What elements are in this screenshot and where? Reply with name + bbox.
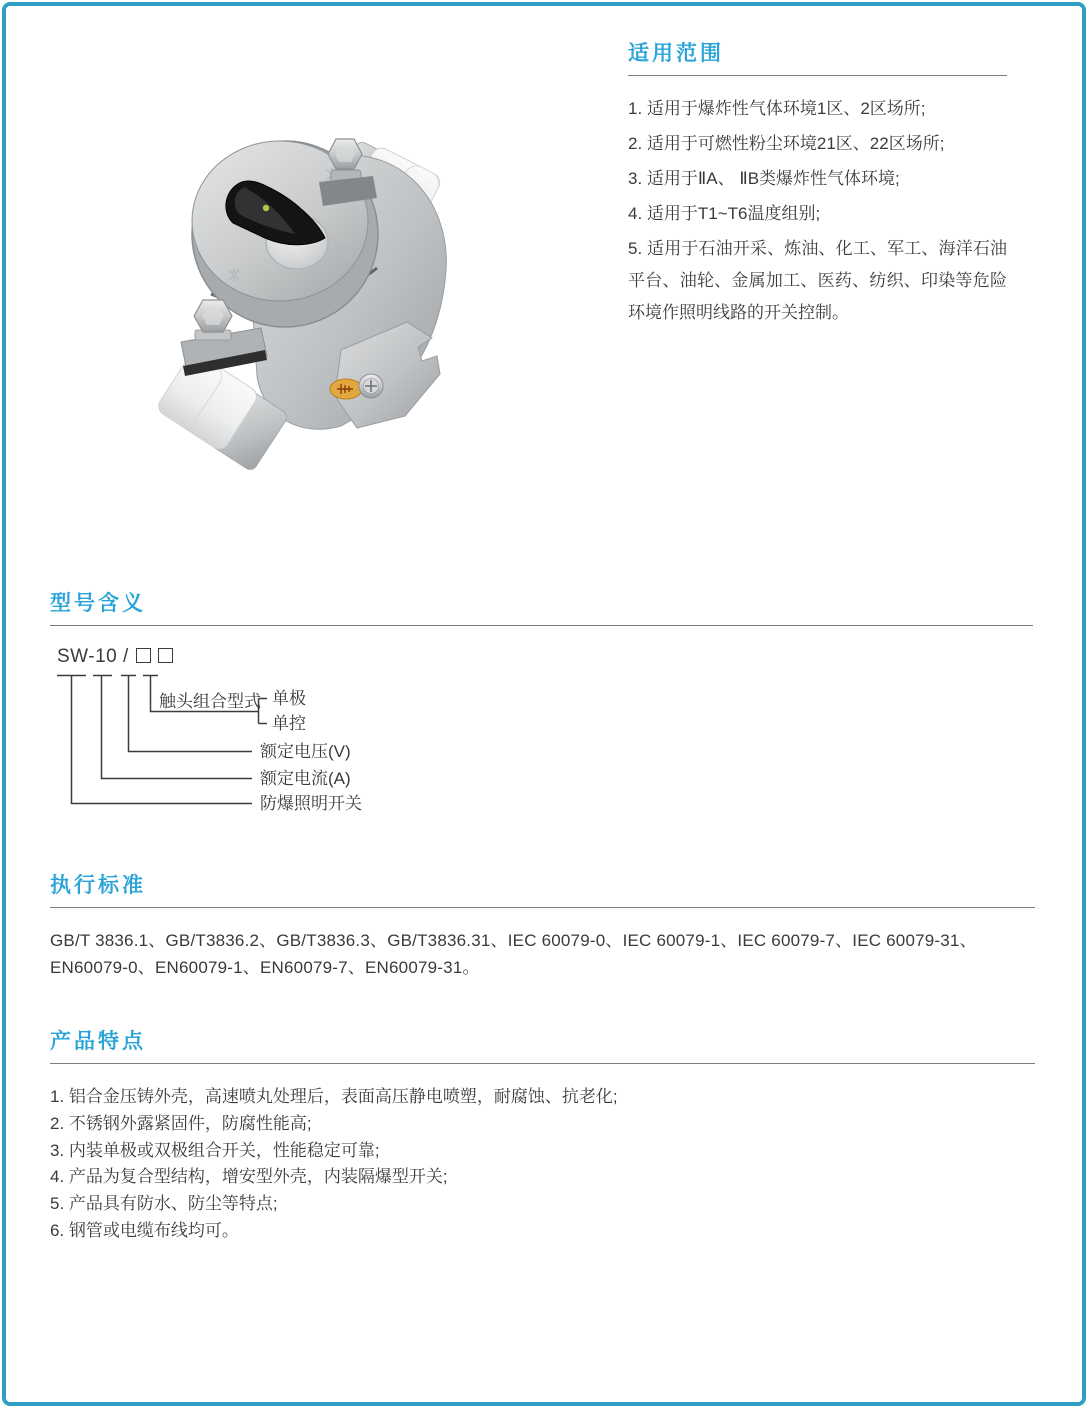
scope-list (628, 93, 1007, 329)
standards-line: GB/T 3836.1、GB/T3836.2、GB/T3836.3、GB/T3836.31、IEC 60079-0、IEC 60079-1、IEC 60079-7、IEC 60079-31、 (50, 931, 977, 950)
explosion-proof-switch-illustration (145, 118, 485, 478)
section-scope-of-application (628, 42, 1007, 332)
standards-title: 执行标准 (50, 874, 146, 897)
rated-current-label: 额定电流(A) (260, 769, 351, 788)
feature-list (50, 1084, 1035, 1245)
feature-item: 5. 产品具有防水、防尘等特点; (50, 1194, 278, 1214)
section-product-features (50, 1030, 1035, 1245)
section-divider (50, 1063, 1035, 1064)
scope-item: 3. 适用于ⅡA、 ⅡB类爆炸性气体环境; (628, 169, 900, 188)
feature-item: 6. 钢管或电缆布线均可。 (50, 1220, 239, 1240)
product-name-label: 防爆照明开关 (260, 794, 362, 813)
model-title: 型号含义 (50, 592, 146, 615)
section-standards (50, 874, 1035, 981)
knob-indicator-dot (263, 205, 269, 211)
scope-title: 适用范围 (628, 42, 724, 65)
model-code (57, 646, 173, 668)
scope-item: 4. 适用于T1~T6温度组别; (628, 204, 821, 223)
rated-voltage-label: 额定电压(V) (260, 742, 351, 761)
contact-type-label: 触头组合型式 (159, 692, 261, 711)
section-divider (628, 75, 1007, 76)
features-title: 产品特点 (50, 1030, 146, 1053)
model-number-diagram (50, 640, 1033, 822)
product-photo (145, 118, 485, 478)
model-diagram-lines (50, 640, 1033, 822)
feature-item: 4. 产品为复合型结构，增安型外壳，内装隔爆型开关; (50, 1167, 448, 1187)
feature-item: 1. 铝合金压铸外壳，高速喷丸处理后，表面高压静电喷塑，耐腐蚀、抗老化; (50, 1087, 618, 1106)
standards-text (50, 927, 1035, 981)
feature-item: 2. 不锈钢外露紧固件，防腐性能高; (50, 1113, 312, 1133)
scope-item: 5. 适用于石油开采、炼油、化工、军工、海洋石油平台、油轮、金属加工、医药、纺织、印染等危险环境作照明线路的开关控制。 (628, 239, 1007, 322)
section-divider (50, 907, 1035, 908)
contact-option-control: 单控 (272, 714, 306, 733)
ground-symbol-icon (330, 379, 362, 399)
standards-line: EN60079-0、EN60079-1、EN60079-7、EN60079-31。 (50, 958, 480, 977)
scope-item: 1. 适用于爆炸性气体环境1区、2区场所; (628, 99, 926, 118)
scope-item: 2. 适用于可燃性粉尘环境21区、22区场所; (628, 134, 945, 153)
section-model-meaning (50, 592, 1033, 822)
contact-option-pole: 单极 (272, 689, 306, 708)
model-prefix: SW-10 / (57, 646, 129, 667)
section-divider (50, 625, 1033, 626)
flange-screw (359, 374, 383, 398)
model-code-box-1 (136, 648, 151, 663)
model-code-box-2 (158, 648, 173, 663)
feature-item: 3. 内装单极或双极组合开关，性能稳定可靠; (50, 1140, 380, 1160)
